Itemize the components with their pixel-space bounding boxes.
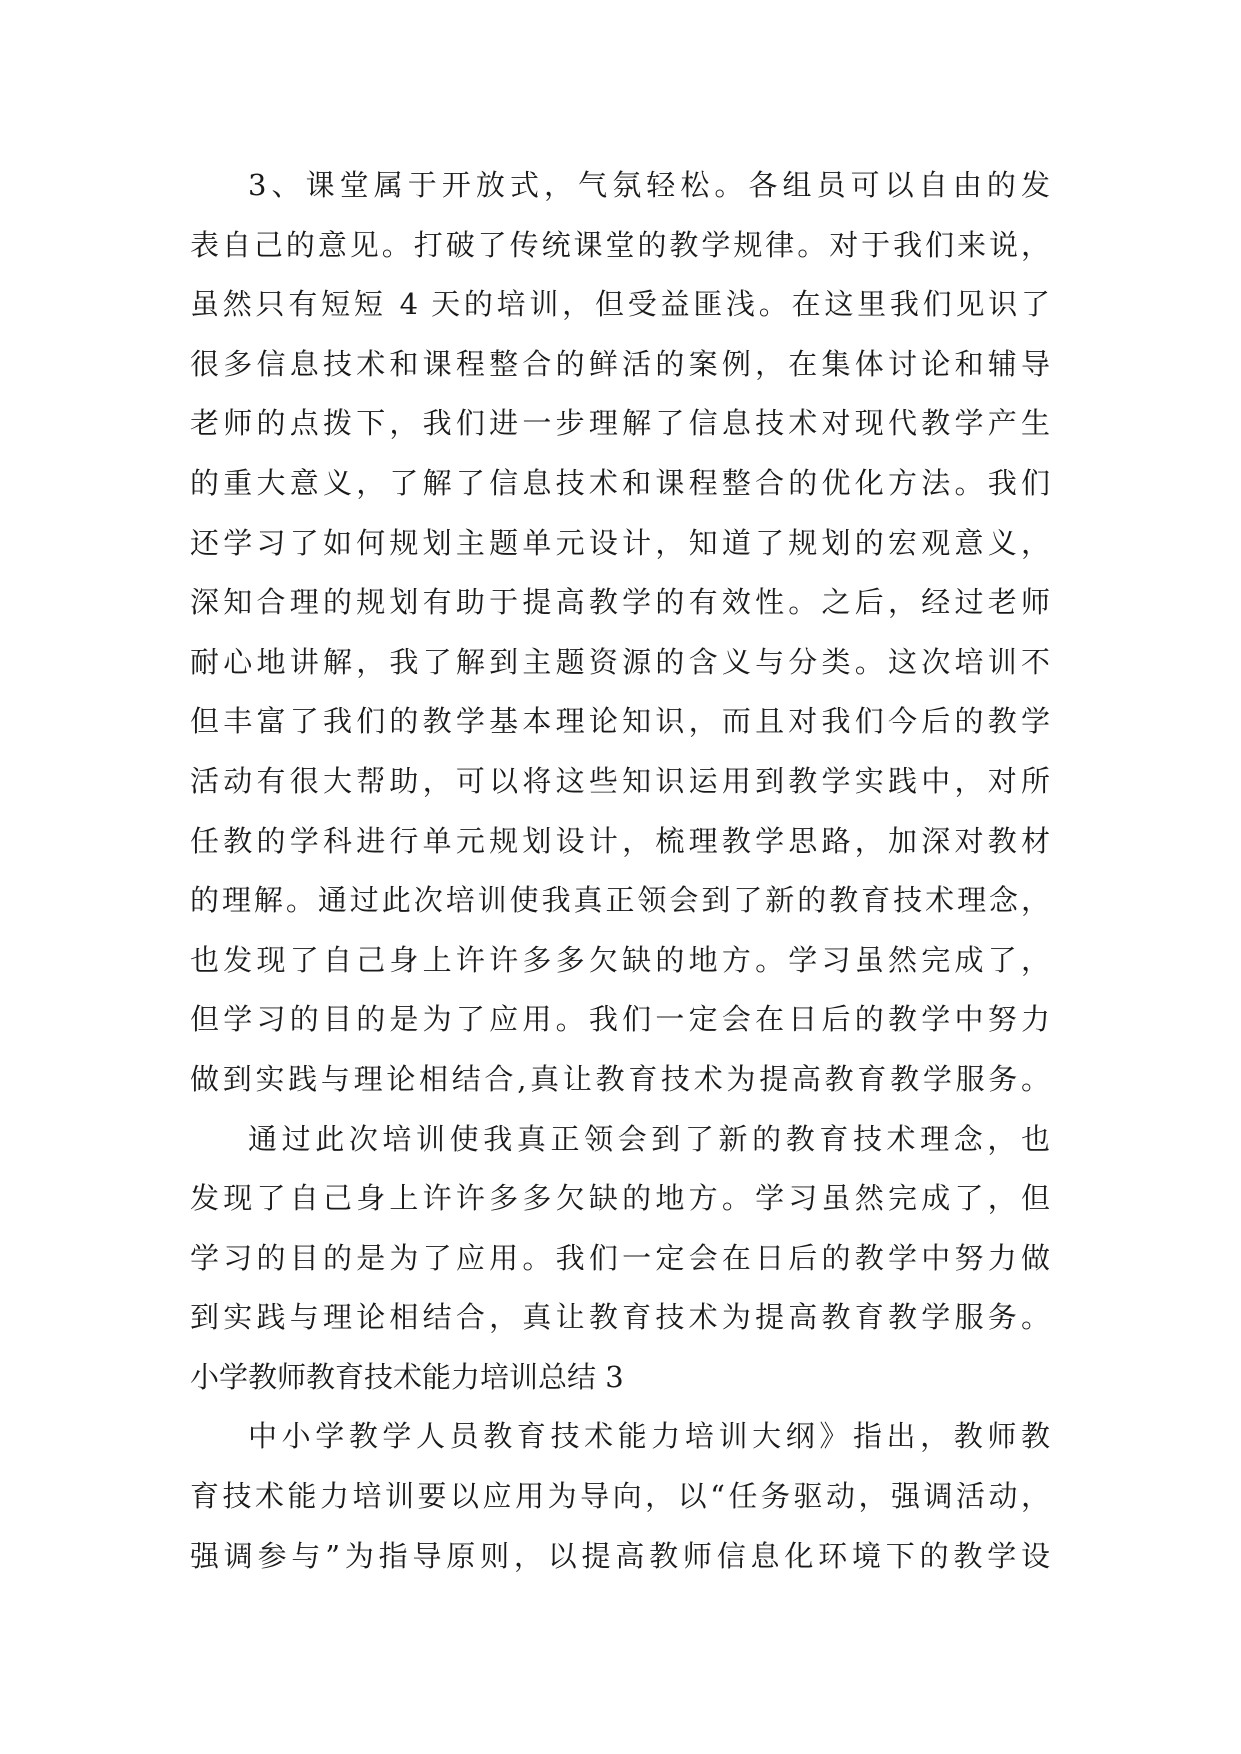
- text-line: 通过此次培训使我真正领会到了新的教育技术理念，也: [248, 1121, 1050, 1156]
- document-body: [190, 156, 1050, 1586]
- text-line: 还学习了如何规划主题单元设计，知道了规划的宏观意义，: [190, 525, 1050, 560]
- text-line: 但学习的目的是为了应用。我们一定会在日后的教学中努力: [190, 1002, 1050, 1037]
- section-heading: 小学教师教育技术能力培训总结 3: [190, 1359, 624, 1394]
- text-line: 强调参与”为指导原则，以提高教师信息化环境下的教学设: [190, 1538, 1050, 1573]
- text-line: 做到实践与理论相结合,真让教育技术为提高教育教学服务。: [190, 1061, 1050, 1096]
- text-line: 老师的点拨下，我们进一步理解了信息技术对现代教学产生: [190, 406, 1050, 441]
- text-line: 也发现了自己身上许许多多欠缺的地方。学习虽然完成了，: [190, 942, 1050, 977]
- text-line: 虽然只有短短 4 天的培训，但受益匪浅。在这里我们见识了: [190, 287, 1050, 322]
- text-line: 耐心地讲解，我了解到主题资源的含义与分类。这次培训不: [190, 644, 1050, 679]
- text-line: 的理解。通过此次培训使我真正领会到了新的教育技术理念，: [190, 883, 1050, 918]
- text-line: 任教的学科进行单元规划设计，梳理教学思路，加深对教材: [190, 823, 1050, 858]
- text-line: 3、课堂属于开放式，气氛轻松。各组员可以自由的发: [248, 168, 1050, 202]
- text-line: 育技术能力培训要以应用为导向，以“任务驱动，强调活动，: [190, 1479, 1050, 1514]
- text-line: 中小学教学人员教育技术能力培训大纲》指出，教师教: [248, 1419, 1050, 1454]
- text-line: 但丰富了我们的教学基本理论知识，而且对我们今后的教学: [190, 704, 1050, 739]
- text-line: 的重大意义，了解了信息技术和课程整合的优化方法。我们: [190, 465, 1050, 500]
- text-line: 很多信息技术和课程整合的鲜活的案例，在集体讨论和辅导: [190, 346, 1050, 381]
- text-line: 发现了自己身上许许多多欠缺的地方。学习虽然完成了，但: [190, 1181, 1050, 1216]
- text-line: 活动有很大帮助，可以将这些知识运用到教学实践中，对所: [190, 763, 1050, 798]
- text-line: 到实践与理论相结合，真让教育技术为提高教育教学服务。: [190, 1300, 1050, 1335]
- text-line: 深知合理的规划有助于提高教学的有效性。之后，经过老师: [190, 585, 1050, 620]
- text-line: 表自己的意见。打破了传统课堂的教学规律。对于我们来说，: [190, 227, 1050, 262]
- text-line: 学习的目的是为了应用。我们一定会在日后的教学中努力做: [190, 1240, 1050, 1275]
